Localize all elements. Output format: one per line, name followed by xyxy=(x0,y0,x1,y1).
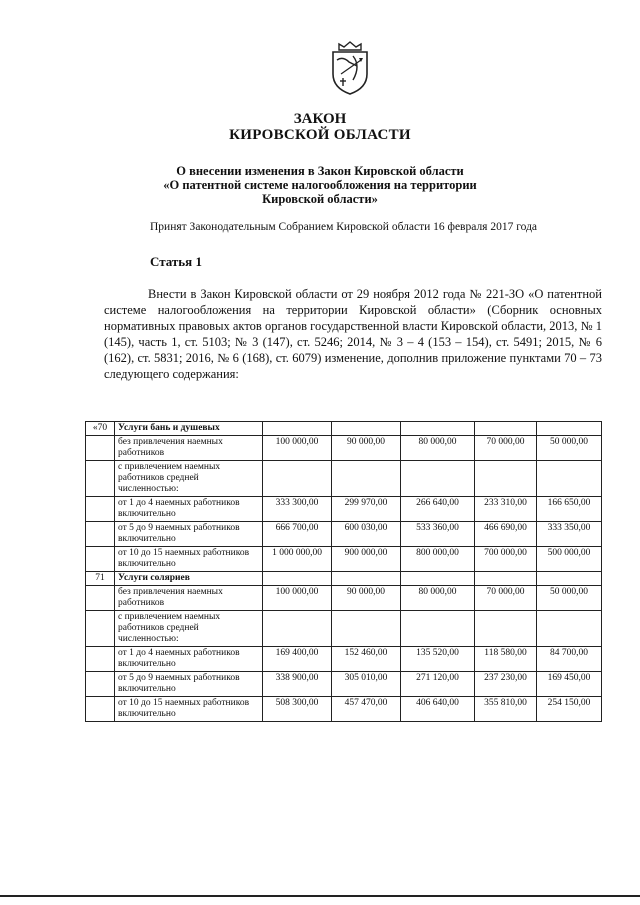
rate-value xyxy=(537,572,602,586)
rate-value xyxy=(263,611,332,647)
rate-value: 266 640,00 xyxy=(401,497,475,522)
rate-value: 254 150,00 xyxy=(537,697,602,722)
table-row xyxy=(86,611,602,647)
rate-value: 333 350,00 xyxy=(537,522,602,547)
row-description: Услуги бань и душевых xyxy=(115,422,263,436)
row-number: 71 xyxy=(86,572,115,586)
row-description: без привлечения наемных работников xyxy=(115,586,263,611)
rate-value: 406 640,00 xyxy=(401,697,475,722)
rate-value: 100 000,00 xyxy=(263,436,332,461)
rate-value: 169 450,00 xyxy=(537,672,602,697)
table-row xyxy=(86,572,602,586)
rate-value xyxy=(475,611,537,647)
rate-value: 84 700,00 xyxy=(537,647,602,672)
rate-value: 305 010,00 xyxy=(332,672,401,697)
rate-value: 333 300,00 xyxy=(263,497,332,522)
rate-value: 237 230,00 xyxy=(475,672,537,697)
rate-value: 90 000,00 xyxy=(332,436,401,461)
rate-value xyxy=(537,461,602,497)
rate-value xyxy=(263,422,332,436)
row-number xyxy=(86,647,115,672)
rate-value xyxy=(332,422,401,436)
rate-value: 338 900,00 xyxy=(263,672,332,697)
table-row xyxy=(86,697,602,722)
rate-value xyxy=(401,572,475,586)
rate-value: 50 000,00 xyxy=(537,586,602,611)
table-row xyxy=(86,461,602,497)
row-description: от 5 до 9 наемных работников включительно xyxy=(115,672,263,697)
table-row xyxy=(86,672,602,697)
rate-value xyxy=(263,572,332,586)
table-row xyxy=(86,422,602,436)
table-row xyxy=(86,436,602,461)
row-description: от 10 до 15 наемных работников включительно xyxy=(115,697,263,722)
row-description: Услуги соляриев xyxy=(115,572,263,586)
rate-value: 1 000 000,00 xyxy=(263,547,332,572)
rate-value: 100 000,00 xyxy=(263,586,332,611)
rate-value: 457 470,00 xyxy=(332,697,401,722)
row-description: с привлечением наемных работников средней численностью: xyxy=(115,461,263,497)
row-number: «70 xyxy=(86,422,115,436)
table-row xyxy=(86,647,602,672)
rate-value: 700 000,00 xyxy=(475,547,537,572)
rate-value xyxy=(537,422,602,436)
tax-rate-table xyxy=(85,421,602,722)
law-region: КИРОВСКОЙ ОБЛАСТИ xyxy=(229,127,411,143)
row-number xyxy=(86,497,115,522)
rate-value xyxy=(401,611,475,647)
table-row xyxy=(86,547,602,572)
rate-value xyxy=(475,572,537,586)
row-description: от 5 до 9 наемных работников включительно xyxy=(115,522,263,547)
row-description: без привлечения наемных работников xyxy=(115,436,263,461)
rate-value xyxy=(475,461,537,497)
law-title: ЗАКОН xyxy=(293,111,347,127)
rate-value: 600 030,00 xyxy=(332,522,401,547)
rate-value: 800 000,00 xyxy=(401,547,475,572)
law-subtitle xyxy=(0,164,640,206)
rate-value: 355 810,00 xyxy=(475,697,537,722)
rate-value: 900 000,00 xyxy=(332,547,401,572)
rate-value xyxy=(263,461,332,497)
rate-value: 70 000,00 xyxy=(475,586,537,611)
law-subtitle-line: Кировской области» xyxy=(262,192,378,206)
row-number xyxy=(86,436,115,461)
rate-value: 466 690,00 xyxy=(475,522,537,547)
rate-value: 152 460,00 xyxy=(332,647,401,672)
rate-value xyxy=(332,461,401,497)
row-number xyxy=(86,611,115,647)
article-text: Внести в Закон Кировской области от 29 ноября 2012 года № 221-ЗО «О патентной системе налогообложения на территории Кировской области» (Сборник основных нормативных правовых актов органов государственной власти Кировской области, 2013, № 1 (145), часть 1, ст. 5103; № 3 (147), ст. 5246; 2014, № 3 – 4 (153 – 154), ст. 5491; 2015, № 6 (162), ст. 5831; 2016, № 6 (168), ст. 6079) изменение, дополнив приложение пунктами 70 – 73 следующего содержания: xyxy=(104,287,602,381)
row-description: с привлечением наемных работников средней численностью: xyxy=(115,611,263,647)
row-number xyxy=(86,586,115,611)
rate-value: 70 000,00 xyxy=(475,436,537,461)
rate-value: 666 700,00 xyxy=(263,522,332,547)
row-description: от 10 до 15 наемных работников включительно xyxy=(115,547,263,572)
row-number xyxy=(86,697,115,722)
article-heading: Статья 1 xyxy=(150,254,202,269)
rate-value: 169 400,00 xyxy=(263,647,332,672)
rate-value: 90 000,00 xyxy=(332,586,401,611)
rate-value: 533 360,00 xyxy=(401,522,475,547)
row-description: от 1 до 4 наемных работников включительно xyxy=(115,497,263,522)
rate-value xyxy=(332,611,401,647)
page-bottom-divider xyxy=(0,895,640,897)
rate-value: 299 970,00 xyxy=(332,497,401,522)
law-subtitle-line: О внесении изменения в Закон Кировской области xyxy=(176,164,464,178)
rate-value: 271 120,00 xyxy=(401,672,475,697)
row-number xyxy=(86,672,115,697)
row-description: от 1 до 4 наемных работников включительно xyxy=(115,647,263,672)
law-subtitle-line: «О патентной системе налогообложения на территории xyxy=(163,178,477,192)
rate-value: 166 650,00 xyxy=(537,497,602,522)
table-row xyxy=(86,586,602,611)
rate-value: 118 580,00 xyxy=(475,647,537,672)
rate-value: 500 000,00 xyxy=(537,547,602,572)
row-number xyxy=(86,461,115,497)
rate-value xyxy=(401,422,475,436)
adoption-note: Принят Законодательным Собранием Кировской области 16 февраля 2017 года xyxy=(150,221,538,233)
rate-value: 508 300,00 xyxy=(263,697,332,722)
rate-value: 80 000,00 xyxy=(401,436,475,461)
row-number xyxy=(86,547,115,572)
table-row xyxy=(86,497,602,522)
rate-value: 135 520,00 xyxy=(401,647,475,672)
rate-value: 50 000,00 xyxy=(537,436,602,461)
rate-value: 233 310,00 xyxy=(475,497,537,522)
kirov-coat-of-arms-icon xyxy=(327,40,373,96)
rate-value xyxy=(332,572,401,586)
table-row xyxy=(86,522,602,547)
rate-value xyxy=(475,422,537,436)
rate-value xyxy=(401,461,475,497)
rate-value xyxy=(537,611,602,647)
row-number xyxy=(86,522,115,547)
rate-value: 80 000,00 xyxy=(401,586,475,611)
